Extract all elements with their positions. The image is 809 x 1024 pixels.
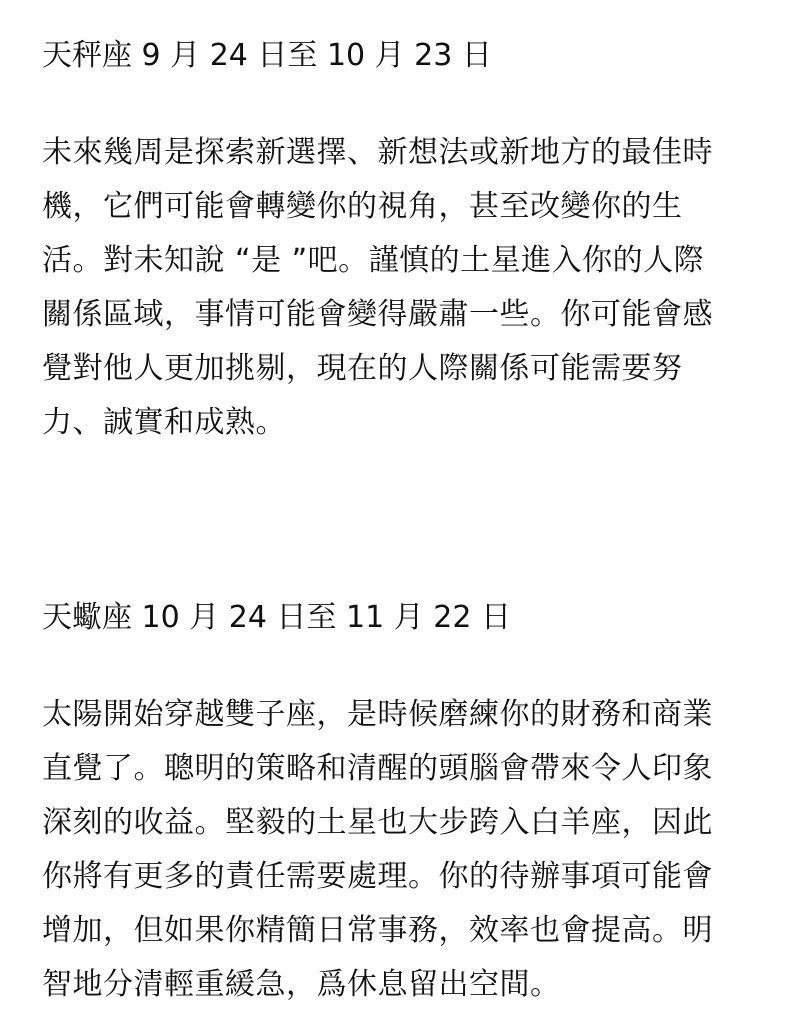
libra-heading: 天秤座 9 月 24 日至 10 月 23 日 [42,38,492,73]
body-line: 太陽開始穿越雙子座，是時候磨練你的財務和商業 [42,697,713,732]
libra-section [42,34,772,450]
body-line: 覺對他人更加挑剔，現在的人際關係可能需要努 [42,351,683,386]
body-line: 未來幾周是探索新選擇、新想法或新地方的最佳時 [42,135,713,170]
scorpio-section [42,596,772,1012]
body-line: 直覺了。聰明的策略和清醒的頭腦會帶來令人印象 [42,751,713,786]
body-line: 智地分清輕重緩急，爲休息留出空間。 [42,967,561,1002]
body-line: 你將有更多的責任需要處理。你的待辦事項可能會 [42,859,713,894]
scorpio-heading: 天蠍座 10 月 24 日至 11 月 22 日 [42,600,511,635]
body-line: 深刻的收益。堅毅的土星也大步跨入白羊座，因此 [42,805,713,840]
body-line: 機，它們可能會轉變你的視角，甚至改變你的生 [42,189,683,224]
body-line: 增加，但如果你精簡日常事務，效率也會提高。明 [42,913,713,948]
libra-body [42,126,772,450]
scorpio-body [42,688,772,1012]
body-line: 關係區域，事情可能會變得嚴肅一些。你可能會感 [42,297,713,332]
body-line: 力、誠實和成熟。 [42,405,286,440]
body-line: 活。對未知說 “是 ”吧。謹慎的土星進入你的人際 [42,243,705,278]
